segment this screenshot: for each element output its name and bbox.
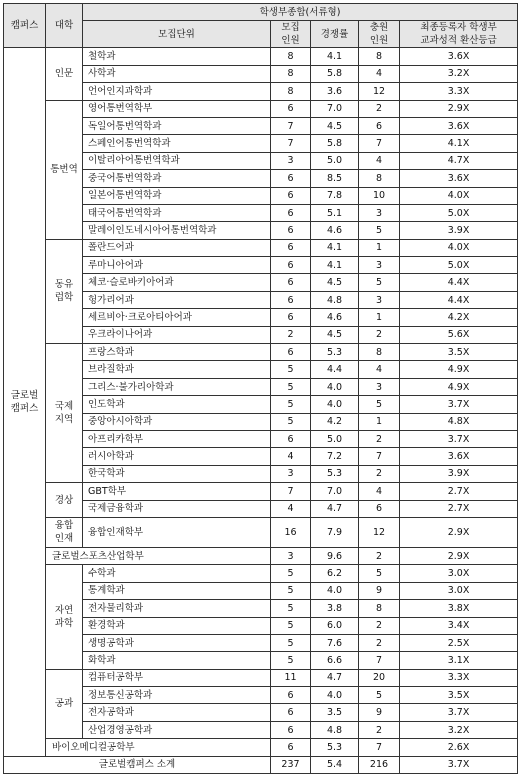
grade-cell: 5.0X bbox=[400, 204, 518, 221]
filled-cell: 12 bbox=[359, 83, 400, 100]
quota-cell: 5 bbox=[271, 396, 311, 413]
header-group-title: 학생부종합(서류형) bbox=[83, 4, 518, 21]
rate-cell: 6.6 bbox=[311, 652, 359, 669]
grade-cell: 3.0X bbox=[400, 565, 518, 582]
quota-cell: 6 bbox=[271, 687, 311, 704]
grade-cell: 3.9X bbox=[400, 222, 518, 239]
grade-cell: 4.9X bbox=[400, 361, 518, 378]
grade-cell: 5.0X bbox=[400, 257, 518, 274]
grade-cell: 3.6X bbox=[400, 117, 518, 134]
grade-cell: 4.4X bbox=[400, 274, 518, 291]
unit-name: 융합인재학부 bbox=[83, 517, 271, 547]
grade-cell: 3.9X bbox=[400, 465, 518, 482]
rate-cell: 5.3 bbox=[311, 739, 359, 756]
rate-cell: 4.1 bbox=[311, 48, 359, 65]
unit-name: GBT학부 bbox=[83, 483, 271, 500]
quota-cell: 8 bbox=[271, 65, 311, 82]
filled-cell: 2 bbox=[359, 430, 400, 447]
quota-cell: 6 bbox=[271, 274, 311, 291]
filled-cell: 8 bbox=[359, 170, 400, 187]
grade-cell: 2.9X bbox=[400, 547, 518, 564]
rate-cell: 6.2 bbox=[311, 565, 359, 582]
grade-cell: 2.7X bbox=[400, 500, 518, 517]
unit-name: 폴란드어과 bbox=[83, 239, 271, 256]
rate-cell: 7.0 bbox=[311, 100, 359, 117]
unit-name: 생명공학과 bbox=[83, 634, 271, 651]
grade-cell: 2.6X bbox=[400, 739, 518, 756]
unit-name: 언어인지과학과 bbox=[83, 83, 271, 100]
rate-cell: 5.1 bbox=[311, 204, 359, 221]
unit-name: 일본어통번역학과 bbox=[83, 187, 271, 204]
filled-cell: 2 bbox=[359, 721, 400, 738]
rate-cell: 4.6 bbox=[311, 222, 359, 239]
grade-cell: 3.8X bbox=[400, 600, 518, 617]
grade-cell: 3.3X bbox=[400, 669, 518, 686]
filled-cell: 5 bbox=[359, 396, 400, 413]
filled-cell: 9 bbox=[359, 704, 400, 721]
table-row bbox=[4, 517, 518, 547]
filled-cell: 7 bbox=[359, 652, 400, 669]
quota-cell: 8 bbox=[271, 83, 311, 100]
rate-cell: 4.6 bbox=[311, 309, 359, 326]
filled-cell: 3 bbox=[359, 204, 400, 221]
quota-cell: 5 bbox=[271, 617, 311, 634]
unit-name: 전자물리학과 bbox=[83, 600, 271, 617]
grade-cell: 4.9X bbox=[400, 378, 518, 395]
filled-cell: 20 bbox=[359, 669, 400, 686]
quota-cell: 5 bbox=[271, 361, 311, 378]
grade-cell: 3.4X bbox=[400, 617, 518, 634]
filled-cell: 10 bbox=[359, 187, 400, 204]
campus-cell: 글로벌 캠퍼스 bbox=[4, 48, 46, 756]
quota-cell: 6 bbox=[271, 257, 311, 274]
quota-cell: 6 bbox=[271, 100, 311, 117]
unit-name: 태국어통번역학과 bbox=[83, 204, 271, 221]
grade-cell: 4.7X bbox=[400, 152, 518, 169]
table-row bbox=[4, 100, 518, 117]
quota-cell: 3 bbox=[271, 152, 311, 169]
grade-cell: 4.8X bbox=[400, 413, 518, 430]
rate-cell: 7.9 bbox=[311, 517, 359, 547]
total-label: 글로벌캠퍼스 소계 bbox=[4, 756, 271, 773]
rate-cell: 4.0 bbox=[311, 582, 359, 599]
filled-cell: 3 bbox=[359, 257, 400, 274]
unit-name: 통계학과 bbox=[83, 582, 271, 599]
rate-cell: 4.8 bbox=[311, 291, 359, 308]
unit-name: 브라질학과 bbox=[83, 361, 271, 378]
grade-cell: 3.5X bbox=[400, 344, 518, 361]
grade-cell: 3.7X bbox=[400, 704, 518, 721]
unit-name: 세르비아·크로아티아어과 bbox=[83, 309, 271, 326]
grade-cell: 4.0X bbox=[400, 239, 518, 256]
filled-cell: 8 bbox=[359, 344, 400, 361]
grade-cell: 3.6X bbox=[400, 448, 518, 465]
filled-cell: 7 bbox=[359, 135, 400, 152]
quota-cell: 8 bbox=[271, 48, 311, 65]
filled-cell: 2 bbox=[359, 547, 400, 564]
rate-cell: 6.0 bbox=[311, 617, 359, 634]
unit-name: 러시아학과 bbox=[83, 448, 271, 465]
table-body bbox=[4, 48, 518, 774]
college-cell: 동유 럽학 bbox=[46, 239, 83, 343]
total-quota: 237 bbox=[271, 756, 311, 773]
filled-cell: 1 bbox=[359, 413, 400, 430]
filled-cell: 8 bbox=[359, 600, 400, 617]
grade-cell: 3.2X bbox=[400, 65, 518, 82]
rate-cell: 3.6 bbox=[311, 83, 359, 100]
unit-name: 스페인어통번역학과 bbox=[83, 135, 271, 152]
table-row bbox=[4, 48, 518, 65]
rate-cell: 5.3 bbox=[311, 465, 359, 482]
grade-cell: 3.6X bbox=[400, 170, 518, 187]
unit-name: 중국어통번역학과 bbox=[83, 170, 271, 187]
rate-cell: 4.1 bbox=[311, 239, 359, 256]
total-filled: 216 bbox=[359, 756, 400, 773]
rate-cell: 4.4 bbox=[311, 361, 359, 378]
unit-name: 전자공학과 bbox=[83, 704, 271, 721]
unit-name: 우크라이나어과 bbox=[83, 326, 271, 343]
quota-cell: 6 bbox=[271, 187, 311, 204]
quota-cell: 5 bbox=[271, 378, 311, 395]
unit-name: 루마니아어과 bbox=[83, 257, 271, 274]
quota-cell: 5 bbox=[271, 652, 311, 669]
unit-name: 글로벌스포츠산업학부 bbox=[46, 547, 271, 564]
quota-cell: 3 bbox=[271, 465, 311, 482]
quota-cell: 2 bbox=[271, 326, 311, 343]
unit-name: 사학과 bbox=[83, 65, 271, 82]
unit-name: 프랑스학과 bbox=[83, 344, 271, 361]
rate-cell: 4.0 bbox=[311, 687, 359, 704]
quota-cell: 6 bbox=[271, 239, 311, 256]
quota-cell: 7 bbox=[271, 483, 311, 500]
rate-cell: 4.0 bbox=[311, 378, 359, 395]
quota-cell: 6 bbox=[271, 704, 311, 721]
unit-name: 정보통신공학과 bbox=[83, 687, 271, 704]
rate-cell: 5.8 bbox=[311, 135, 359, 152]
unit-name: 독일어통번역학과 bbox=[83, 117, 271, 134]
grade-cell: 4.2X bbox=[400, 309, 518, 326]
rate-cell: 3.8 bbox=[311, 600, 359, 617]
table-row bbox=[4, 565, 518, 582]
quota-cell: 6 bbox=[271, 291, 311, 308]
rate-cell: 5.3 bbox=[311, 344, 359, 361]
total-rate: 5.4 bbox=[311, 756, 359, 773]
header-unit: 모집단위 bbox=[83, 21, 271, 48]
table-row bbox=[4, 239, 518, 256]
header-campus: 캠퍼스 bbox=[4, 4, 46, 48]
rate-cell: 7.6 bbox=[311, 634, 359, 651]
filled-cell: 5 bbox=[359, 274, 400, 291]
rate-cell: 4.0 bbox=[311, 396, 359, 413]
total-grade: 3.7X bbox=[400, 756, 518, 773]
unit-name: 말레이인도네시아어통번역학과 bbox=[83, 222, 271, 239]
college-cell: 국제 지역 bbox=[46, 344, 83, 483]
quota-cell: 5 bbox=[271, 600, 311, 617]
rate-cell: 9.6 bbox=[311, 547, 359, 564]
rate-cell: 4.5 bbox=[311, 326, 359, 343]
rate-cell: 5.0 bbox=[311, 430, 359, 447]
rate-cell: 5.8 bbox=[311, 65, 359, 82]
quota-cell: 7 bbox=[271, 135, 311, 152]
header-row-1 bbox=[4, 4, 518, 21]
unit-name: 국제금융학과 bbox=[83, 500, 271, 517]
header-filled: 충원 인원 bbox=[359, 21, 400, 48]
filled-cell: 4 bbox=[359, 361, 400, 378]
filled-cell: 6 bbox=[359, 500, 400, 517]
filled-cell: 8 bbox=[359, 48, 400, 65]
table-row bbox=[4, 739, 518, 756]
quota-cell: 5 bbox=[271, 634, 311, 651]
quota-cell: 6 bbox=[271, 222, 311, 239]
rate-cell: 5.0 bbox=[311, 152, 359, 169]
filled-cell: 1 bbox=[359, 309, 400, 326]
college-cell: 인문 bbox=[46, 48, 83, 100]
unit-name: 이탈리아어통번역학과 bbox=[83, 152, 271, 169]
table-row bbox=[4, 483, 518, 500]
grade-cell: 3.2X bbox=[400, 721, 518, 738]
unit-name: 철학과 bbox=[83, 48, 271, 65]
grade-cell: 5.6X bbox=[400, 326, 518, 343]
quota-cell: 6 bbox=[271, 204, 311, 221]
unit-name: 체코·슬로바키아어과 bbox=[83, 274, 271, 291]
grade-cell: 2.7X bbox=[400, 483, 518, 500]
grade-cell: 2.9X bbox=[400, 517, 518, 547]
college-cell: 융합 인재 bbox=[46, 517, 83, 547]
rate-cell: 7.0 bbox=[311, 483, 359, 500]
filled-cell: 7 bbox=[359, 448, 400, 465]
grade-cell: 3.1X bbox=[400, 652, 518, 669]
rate-cell: 4.5 bbox=[311, 117, 359, 134]
quota-cell: 7 bbox=[271, 117, 311, 134]
rate-cell: 4.7 bbox=[311, 669, 359, 686]
grade-cell: 4.1X bbox=[400, 135, 518, 152]
filled-cell: 3 bbox=[359, 378, 400, 395]
unit-name: 영어통번역학부 bbox=[83, 100, 271, 117]
college-cell: 통번역 bbox=[46, 100, 83, 239]
unit-name: 헝가리어과 bbox=[83, 291, 271, 308]
quota-cell: 5 bbox=[271, 565, 311, 582]
rate-cell: 3.5 bbox=[311, 704, 359, 721]
rate-cell: 4.1 bbox=[311, 257, 359, 274]
grade-cell: 2.9X bbox=[400, 100, 518, 117]
rate-cell: 7.2 bbox=[311, 448, 359, 465]
rate-cell: 4.8 bbox=[311, 721, 359, 738]
filled-cell: 6 bbox=[359, 117, 400, 134]
grade-cell: 4.0X bbox=[400, 187, 518, 204]
unit-name: 컴퓨터공학부 bbox=[83, 669, 271, 686]
table-row bbox=[4, 547, 518, 564]
quota-cell: 5 bbox=[271, 582, 311, 599]
quota-cell: 6 bbox=[271, 721, 311, 738]
rate-cell: 4.7 bbox=[311, 500, 359, 517]
filled-cell: 7 bbox=[359, 739, 400, 756]
unit-name: 환경학과 bbox=[83, 617, 271, 634]
unit-name: 산업경영공학과 bbox=[83, 721, 271, 738]
quota-cell: 5 bbox=[271, 413, 311, 430]
quota-cell: 6 bbox=[271, 739, 311, 756]
table-row bbox=[4, 344, 518, 361]
filled-cell: 4 bbox=[359, 483, 400, 500]
filled-cell: 5 bbox=[359, 222, 400, 239]
header-rate: 경쟁률 bbox=[311, 21, 359, 48]
filled-cell: 2 bbox=[359, 634, 400, 651]
unit-name: 아프리카학부 bbox=[83, 430, 271, 447]
quota-cell: 6 bbox=[271, 430, 311, 447]
filled-cell: 3 bbox=[359, 291, 400, 308]
grade-cell: 3.7X bbox=[400, 396, 518, 413]
quota-cell: 6 bbox=[271, 344, 311, 361]
unit-name: 인도학과 bbox=[83, 396, 271, 413]
filled-cell: 4 bbox=[359, 65, 400, 82]
quota-cell: 16 bbox=[271, 517, 311, 547]
college-cell: 자연 과학 bbox=[46, 565, 83, 669]
filled-cell: 4 bbox=[359, 152, 400, 169]
grade-cell: 2.5X bbox=[400, 634, 518, 651]
rate-cell: 8.5 bbox=[311, 170, 359, 187]
filled-cell: 9 bbox=[359, 582, 400, 599]
total-row bbox=[4, 756, 518, 773]
grade-cell: 3.6X bbox=[400, 48, 518, 65]
filled-cell: 12 bbox=[359, 517, 400, 547]
table-row bbox=[4, 669, 518, 686]
grade-cell: 3.7X bbox=[400, 430, 518, 447]
header-quota: 모집 인원 bbox=[271, 21, 311, 48]
grade-cell: 3.5X bbox=[400, 687, 518, 704]
grade-cell: 3.3X bbox=[400, 83, 518, 100]
grade-cell: 4.4X bbox=[400, 291, 518, 308]
header-grade: 최종등록자 학생부 교과성적 환산등급 bbox=[400, 21, 518, 48]
unit-name: 바이오메디컬공학부 bbox=[46, 739, 271, 756]
filled-cell: 2 bbox=[359, 465, 400, 482]
quota-cell: 6 bbox=[271, 309, 311, 326]
grade-cell: 3.0X bbox=[400, 582, 518, 599]
filled-cell: 5 bbox=[359, 565, 400, 582]
header-college: 대학 bbox=[46, 4, 83, 48]
college-cell: 공과 bbox=[46, 669, 83, 739]
rate-cell: 4.2 bbox=[311, 413, 359, 430]
unit-name: 수학과 bbox=[83, 565, 271, 582]
quota-cell: 4 bbox=[271, 448, 311, 465]
college-cell: 경상 bbox=[46, 483, 83, 518]
quota-cell: 11 bbox=[271, 669, 311, 686]
filled-cell: 1 bbox=[359, 239, 400, 256]
unit-name: 그리스·불가리아학과 bbox=[83, 378, 271, 395]
admissions-table bbox=[3, 3, 518, 774]
quota-cell: 4 bbox=[271, 500, 311, 517]
rate-cell: 7.8 bbox=[311, 187, 359, 204]
unit-name: 중앙아시아학과 bbox=[83, 413, 271, 430]
filled-cell: 2 bbox=[359, 326, 400, 343]
filled-cell: 2 bbox=[359, 617, 400, 634]
quota-cell: 6 bbox=[271, 170, 311, 187]
filled-cell: 2 bbox=[359, 100, 400, 117]
quota-cell: 3 bbox=[271, 547, 311, 564]
rate-cell: 4.5 bbox=[311, 274, 359, 291]
filled-cell: 5 bbox=[359, 687, 400, 704]
unit-name: 화학과 bbox=[83, 652, 271, 669]
unit-name: 한국학과 bbox=[83, 465, 271, 482]
